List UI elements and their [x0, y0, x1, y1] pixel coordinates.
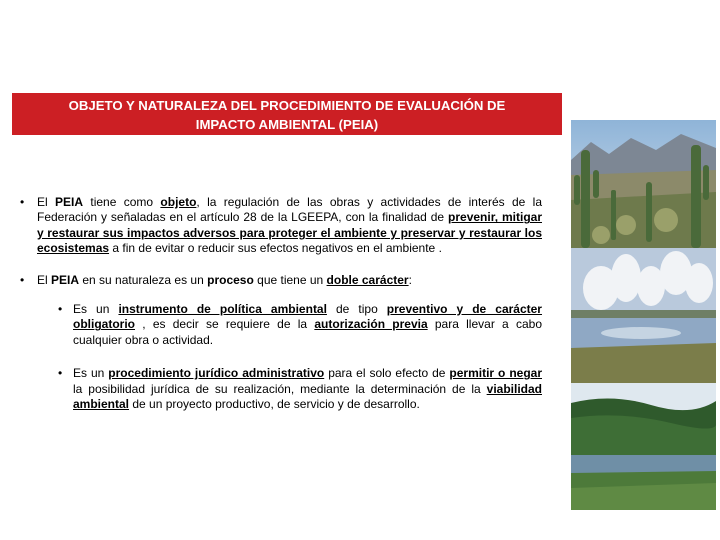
text-bold-underline: autorización previa: [314, 317, 428, 332]
bullet-peia-objeto: [20, 195, 542, 257]
desert-cactus-image: [571, 120, 716, 248]
text-bold-underline: instrumento de política ambiental: [118, 302, 327, 317]
text: tiene como: [83, 195, 161, 209]
text: Es un: [73, 366, 109, 381]
text-bold-underline: doble carácter: [326, 272, 409, 287]
text: para llevar a cabo cualquier obra o actividad.: [73, 317, 542, 347]
text: Es un: [73, 302, 119, 317]
content-area: [20, 195, 542, 428]
title-line-1: OBJETO Y NATURALEZA DEL PROCEDIMIENTO DE EVALUACIÓN DE: [68, 98, 506, 113]
text: que tiene un: [253, 272, 327, 287]
text-bold-underline: preventivo y de carácter obligatorio: [73, 302, 542, 332]
text-bold-underline: procedimiento jurídico administrativo: [108, 366, 325, 381]
text-bold-underline: permitir o negar: [449, 366, 542, 381]
photo-strip: [571, 120, 716, 510]
text: de tipo: [326, 302, 387, 317]
text-bold-underline: viabilidad ambiental: [73, 381, 542, 412]
text: en su naturaleza es un: [79, 272, 208, 287]
geothermal-lake-image: [571, 248, 716, 383]
text-bold-underline: objeto: [160, 195, 197, 209]
title-line-2: IMPACTO AMBIENTAL (PEIA): [195, 117, 379, 132]
text-bold-underline: prevenir, mitigar y restaurar sus impactos adversos para proteger el ambiente y preservar y restaurar los ecosistemas: [37, 210, 542, 256]
sub-bullet-instrumento: [20, 302, 542, 348]
text: a fin de evitar o reducir sus efectos negativos en el ambiente .: [109, 241, 442, 256]
text: la posibilidad jurídica de su realización, mediante la determinación de la: [73, 381, 487, 396]
text: :: [408, 272, 412, 287]
sub-bullet-procedimiento: [20, 366, 542, 412]
text: de un proyecto productivo, de servicio y de desarrollo.: [129, 397, 420, 412]
text-bold: proceso: [207, 272, 254, 287]
text-bold: PEIA: [55, 195, 84, 209]
title-banner: [12, 93, 562, 135]
forest-river-photo: [571, 383, 716, 510]
geothermal-lake-photo: [571, 248, 716, 383]
forest-river-image: [571, 383, 716, 510]
text: , la regulación de las obras y actividades de interés de la Federación y señaladas en el artículo 28 de la LGEEPA, con la finalidad de: [37, 195, 542, 225]
desert-cactus-photo: [571, 120, 716, 248]
text: para el solo efecto de: [324, 366, 450, 381]
bullet-peia-naturaleza: [20, 273, 542, 288]
text: El: [37, 195, 56, 209]
text: , es decir se requiere de la: [135, 317, 315, 332]
text-bold: PEIA: [51, 272, 80, 287]
text: El: [37, 272, 52, 287]
